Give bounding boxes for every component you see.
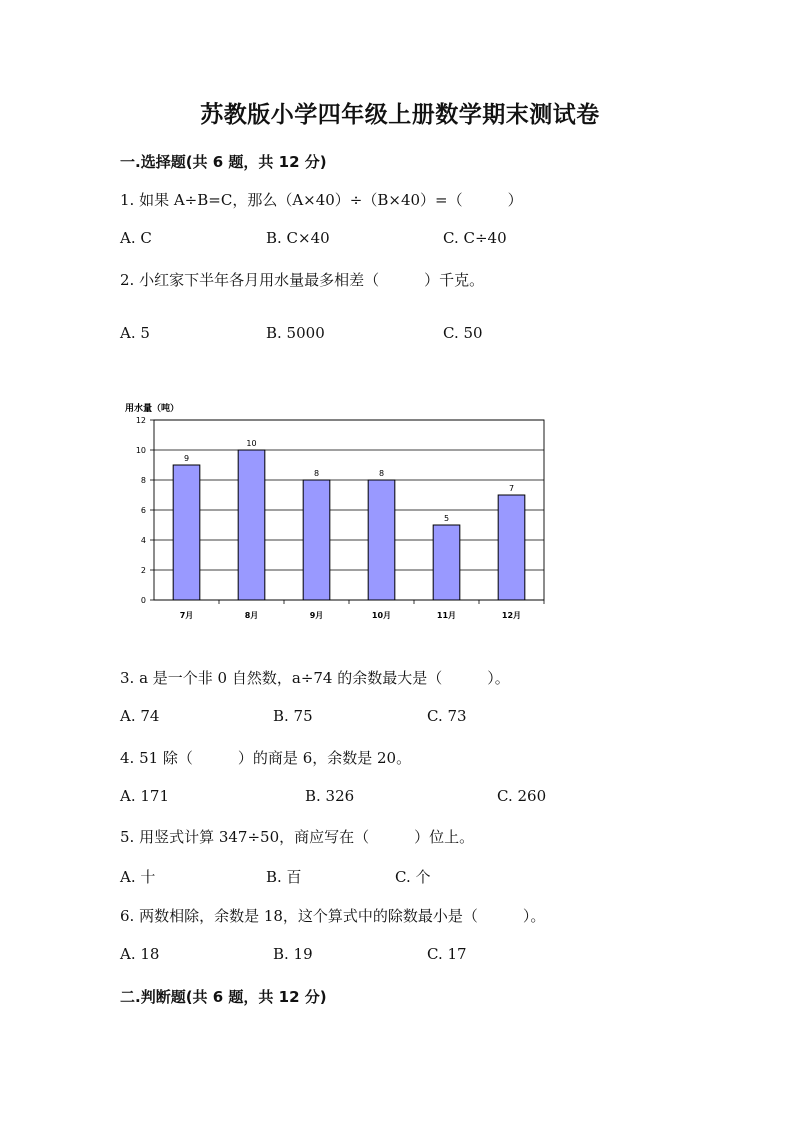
x-tick-label-5: 11月 bbox=[436, 611, 457, 620]
q3-option-a[interactable]: A. 74 bbox=[120, 707, 160, 725]
y-tick-label-10: 10 bbox=[135, 446, 146, 455]
q2-option-a[interactable]: A. 5 bbox=[120, 324, 150, 342]
q3-option-c[interactable]: C. 73 bbox=[427, 707, 467, 725]
question-2: 2. 小红家下半年各月用水量最多相差（ ）千克。 bbox=[120, 271, 485, 289]
bar-4 bbox=[368, 480, 395, 600]
q5-option-b[interactable]: B. 百 bbox=[266, 868, 302, 886]
question-3: 3. a 是一个非 0 自然数，a÷74 的余数最大是（ ）。 bbox=[120, 669, 510, 687]
x-tick-label-4: 10月 bbox=[371, 611, 392, 620]
question-1: 1. 如果 A÷B=C，那么（A×40）÷（B×40）=（ ） bbox=[120, 191, 523, 209]
bar-data-label-6: 7 bbox=[508, 484, 515, 493]
q6-option-c[interactable]: C. 17 bbox=[427, 945, 467, 963]
section-heading-judgment: 二.判断题(共 6 题，共 12 分) bbox=[120, 988, 327, 1006]
y-tick-label-6: 6 bbox=[140, 506, 146, 515]
q6-option-a[interactable]: A. 18 bbox=[120, 945, 160, 963]
x-tick-label-2: 8月 bbox=[244, 611, 259, 620]
question-5: 5. 用竖式计算 347÷50，商应写在（ ）位上。 bbox=[120, 828, 475, 846]
bar-2 bbox=[238, 450, 265, 600]
q1-option-c[interactable]: C. C÷40 bbox=[443, 229, 507, 247]
y-tick-label-0: 0 bbox=[140, 596, 146, 605]
q2-option-b[interactable]: B. 5000 bbox=[266, 324, 325, 342]
x-tick-label-6: 12月 bbox=[501, 611, 522, 620]
bar-data-label-5: 5 bbox=[443, 514, 450, 523]
q2-option-c[interactable]: C. 50 bbox=[443, 324, 483, 342]
bar-1 bbox=[173, 465, 200, 600]
section-heading-choice: 一.选择题(共 6 题，共 12 分) bbox=[120, 153, 327, 171]
q6-option-b[interactable]: B. 19 bbox=[273, 945, 313, 963]
question-4: 4. 51 除（ ）的商是 6，余数是 20。 bbox=[120, 749, 412, 767]
y-tick-label-2: 2 bbox=[140, 566, 146, 575]
y-axis-label: 用水量（吨） bbox=[125, 404, 180, 414]
x-tick-label-3: 9月 bbox=[309, 611, 324, 620]
q1-option-a[interactable]: A. C bbox=[120, 229, 152, 247]
bar-data-label-4: 8 bbox=[378, 469, 385, 478]
q5-option-a[interactable]: A. 十 bbox=[120, 868, 156, 886]
q3-option-b[interactable]: B. 75 bbox=[273, 707, 313, 725]
y-tick-label-8: 8 bbox=[140, 476, 146, 485]
bar-data-label-3: 8 bbox=[313, 469, 320, 478]
q4-option-c[interactable]: C. 260 bbox=[497, 787, 547, 805]
bar-5 bbox=[433, 525, 460, 600]
q4-option-a[interactable]: A. 171 bbox=[120, 787, 169, 805]
y-tick-label-12: 12 bbox=[135, 416, 146, 425]
q1-option-b[interactable]: B. C×40 bbox=[266, 229, 330, 247]
question-6: 6. 两数相除，余数是 18，这个算式中的除数最小是（ ）。 bbox=[120, 907, 546, 925]
bar-data-label-1: 9 bbox=[183, 454, 190, 463]
page-title: 苏教版小学四年级上册数学期末测试卷 bbox=[200, 101, 600, 128]
q5-option-c[interactable]: C. 个 bbox=[395, 868, 431, 886]
bar-6 bbox=[498, 495, 525, 600]
x-tick-label-1: 7月 bbox=[179, 611, 194, 620]
q4-option-b[interactable]: B. 326 bbox=[305, 787, 355, 805]
bar-3 bbox=[303, 480, 330, 600]
water-usage-bar-chart bbox=[118, 398, 558, 628]
y-tick-label-4: 4 bbox=[140, 536, 146, 545]
bar-data-label-2: 10 bbox=[246, 439, 257, 448]
